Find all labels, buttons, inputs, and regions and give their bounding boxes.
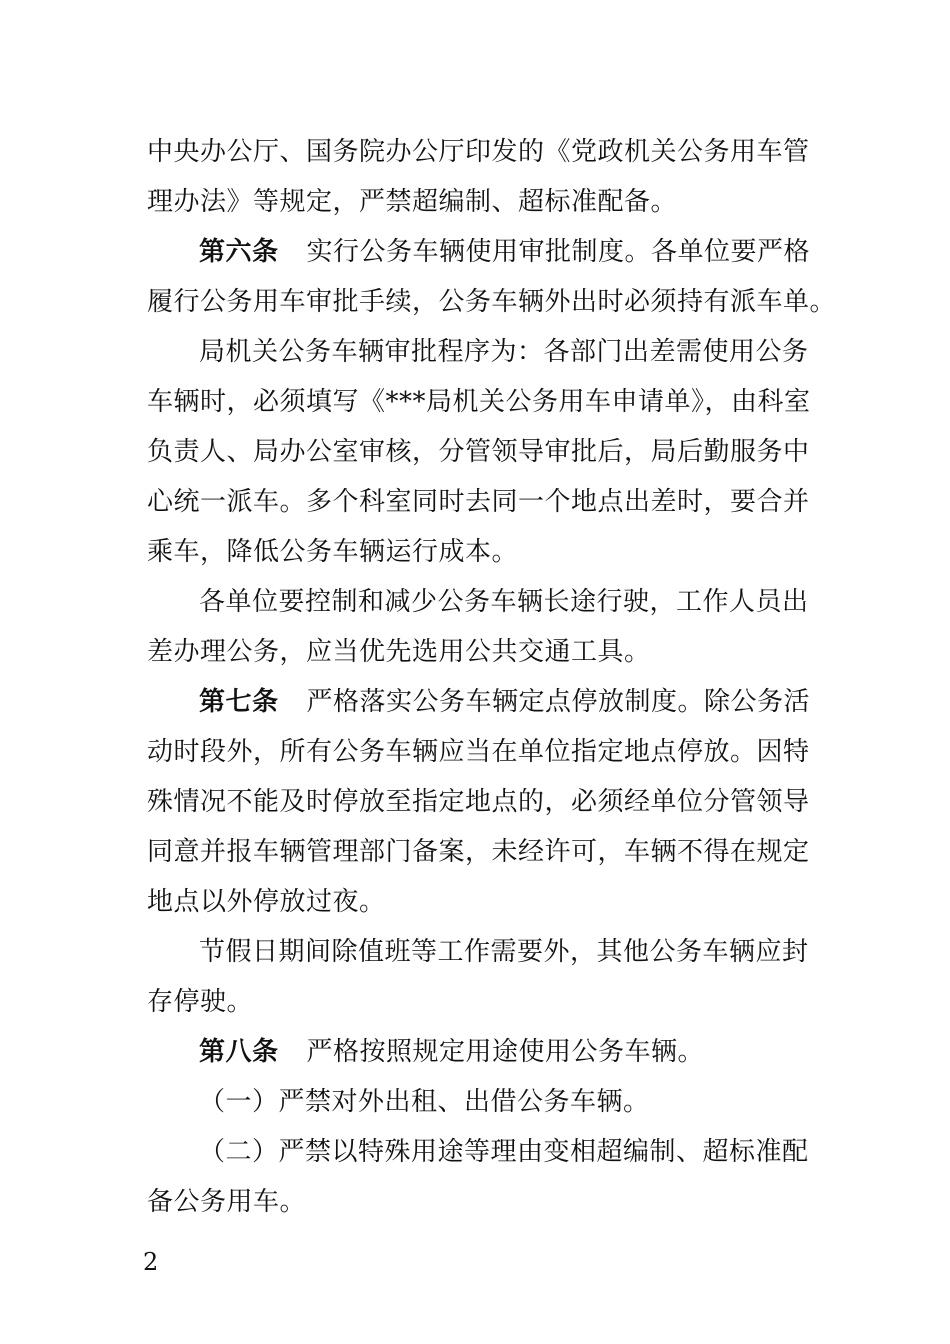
text-line: 中央办公厅、国务院办公厅印发的《党政机关公务用车管 <box>147 137 810 167</box>
article-text: 实行公务车辆使用审批制度。各单位要严格 <box>306 237 811 267</box>
article-title: 第六条 <box>199 237 279 267</box>
text-line: 备公务用车。 <box>147 1187 307 1217</box>
text-line: 差办理公务，应当优先选用公共交通工具。 <box>147 637 651 667</box>
list-item: （二）严禁以特殊用途等理由变相超编制、超标准配 <box>199 1137 809 1167</box>
text-line: 心统一派车。多个科室同时去同一个地点出差时，要合并 <box>147 487 810 517</box>
text-line: 动时段外，所有公务车辆应当在单位指定地点停放。因特 <box>147 737 810 767</box>
article-line <box>199 1035 807 1069</box>
article-text: 严格按照规定用途使用公务车辆。 <box>306 1037 705 1067</box>
text-line: 同意并报车辆管理部门备案，未经许可，车辆不得在规定 <box>147 837 810 867</box>
text-line: 殊情况不能及时停放至指定地点的，必须经单位分管领导 <box>147 787 810 817</box>
text-line: 节假日期间除值班等工作需要外，其他公务车辆应封 <box>199 937 809 967</box>
text-line: 车辆时，必须填写《***局机关公务用车申请单》，由科室 <box>147 387 811 417</box>
text-line: 地点以外停放过夜。 <box>147 887 386 917</box>
text-line: 存停驶。 <box>147 987 254 1017</box>
article-title: 第七条 <box>199 687 279 717</box>
text-line: 各单位要控制和减少公务车辆长途行驶，工作人员出 <box>199 587 809 617</box>
article-line <box>199 235 811 269</box>
article-text: 严格落实公务车辆定点停放制度。除公务活 <box>306 687 811 717</box>
list-item: （一）严禁对外出租、出借公务车辆。 <box>199 1087 650 1117</box>
page-number: 2 <box>143 1248 159 1276</box>
text-line: 负责人、局办公室审核，分管领导审批后，局后勤服务中 <box>147 437 810 467</box>
text-line: 理办法》等规定，严禁超编制、超标准配备。 <box>147 187 678 217</box>
article-title: 第八条 <box>199 1037 279 1067</box>
text-line: 局机关公务车辆审批程序为：各部门出差需使用公务 <box>199 337 809 367</box>
text-line: 乘车，降低公务车辆运行成本。 <box>147 537 519 567</box>
text-line: 履行公务用车审批手续，公务车辆外出时必须持有派车单。 <box>147 287 837 317</box>
article-line <box>199 685 811 719</box>
